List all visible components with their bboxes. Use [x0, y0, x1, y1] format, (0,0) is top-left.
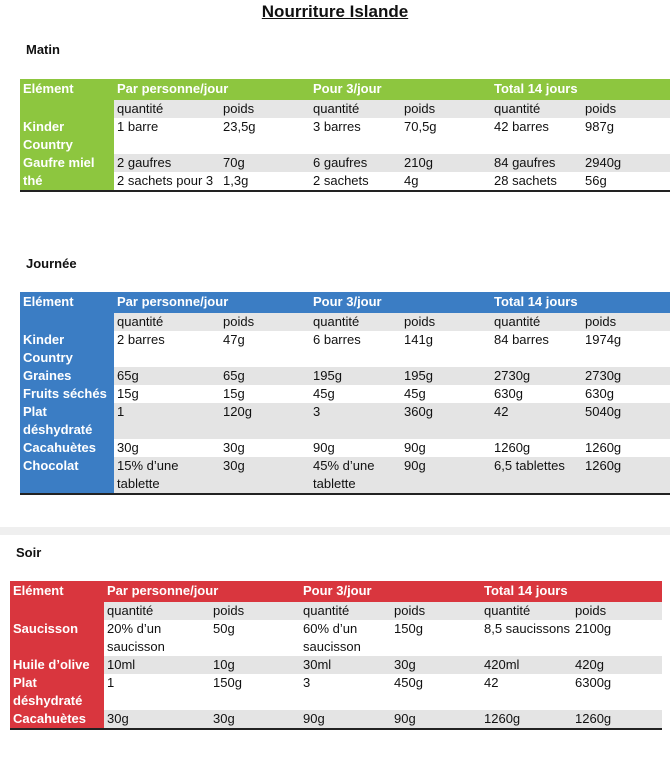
weight-total: 420g: [572, 656, 662, 674]
weight-for-3: 70,5g: [401, 118, 491, 154]
weight-total: 1974g: [582, 331, 670, 367]
qty-per-person: 65g: [114, 367, 220, 385]
weight-for-3: 45g: [401, 385, 491, 403]
weight-for-3: 195g: [401, 367, 491, 385]
qty-total: 28 sachets: [491, 172, 582, 191]
qty-per-person: 1 barre: [114, 118, 220, 154]
weight-for-3: 150g: [391, 620, 481, 656]
row-element: Saucisson: [10, 620, 104, 656]
qty-for-3: 195g: [310, 367, 401, 385]
weight-total: 1260g: [582, 457, 670, 494]
weight-total: 630g: [582, 385, 670, 403]
weight-per-person: 150g: [210, 674, 300, 710]
table-row: [20, 331, 670, 367]
qty-per-person: 2 sachets pour 3: [114, 172, 220, 191]
weight-per-person: 47g: [220, 331, 310, 367]
qty-for-3: 45% d’une tablette: [310, 457, 401, 494]
subheader-weight: poids: [220, 313, 310, 331]
qty-total: 6,5 tablettes: [491, 457, 582, 494]
table-row: [20, 457, 670, 494]
weight-per-person: 30g: [210, 710, 300, 729]
weight-for-3: 30g: [391, 656, 481, 674]
weight-for-3: 210g: [401, 154, 491, 172]
table-row: [20, 439, 670, 457]
header-element: Elément: [20, 79, 114, 100]
qty-for-3: 3 barres: [310, 118, 401, 154]
weight-per-person: 15g: [220, 385, 310, 403]
weight-for-3: 90g: [401, 457, 491, 494]
row-element: Cacahuètes: [10, 710, 104, 729]
subheader-qty: quantité: [114, 100, 220, 118]
weight-total: 2940g: [582, 154, 670, 172]
qty-for-3: 6 gaufres: [310, 154, 401, 172]
row-element: Kinder Country: [20, 331, 114, 367]
table-row: [20, 172, 670, 191]
qty-total: 8,5 saucissons: [481, 620, 572, 656]
subheader-weight: poids: [391, 602, 481, 620]
weight-per-person: 30g: [220, 439, 310, 457]
subheader-weight: poids: [220, 100, 310, 118]
section-label-matin: Matin: [26, 42, 60, 57]
table-row: [10, 710, 662, 729]
subheader-qty: quantité: [491, 100, 582, 118]
weight-total: 1260g: [572, 710, 662, 729]
qty-total: 630g: [491, 385, 582, 403]
weight-for-3: 90g: [391, 710, 481, 729]
row-element: Plat déshydraté: [10, 674, 104, 710]
subheader-weight: poids: [401, 100, 491, 118]
qty-total: 42: [481, 674, 572, 710]
subheader-qty: quantité: [300, 602, 391, 620]
table-soir: [10, 581, 662, 730]
row-element: Plat déshydraté: [20, 403, 114, 439]
qty-per-person: 20% d’un saucisson: [104, 620, 210, 656]
subheader-qty: quantité: [114, 313, 220, 331]
weight-total: 56g: [582, 172, 670, 191]
subheader-qty: quantité: [481, 602, 572, 620]
qty-for-3: 45g: [310, 385, 401, 403]
header-element: Elément: [20, 292, 114, 313]
qty-per-person: 15g: [114, 385, 220, 403]
weight-per-person: 70g: [220, 154, 310, 172]
qty-total: 2730g: [491, 367, 582, 385]
weight-per-person: 10g: [210, 656, 300, 674]
table-row: [10, 620, 662, 656]
weight-total: 2100g: [572, 620, 662, 656]
table-row: [20, 154, 670, 172]
header-total: Total 14 jours: [491, 292, 670, 313]
header-per-person: Par personne/jour: [104, 581, 300, 602]
header-per-person: Par personne/jour: [114, 292, 310, 313]
row-element: Gaufre miel: [20, 154, 114, 172]
table-row: [20, 118, 670, 154]
qty-total: 84 gaufres: [491, 154, 582, 172]
header-total: Total 14 jours: [481, 581, 662, 602]
table-journee: [20, 292, 670, 495]
qty-total: 1260g: [481, 710, 572, 729]
weight-total: 5040g: [582, 403, 670, 439]
qty-per-person: 1: [114, 403, 220, 439]
weight-per-person: 50g: [210, 620, 300, 656]
row-element: Chocolat: [20, 457, 114, 494]
qty-for-3: 90g: [310, 439, 401, 457]
header-total: Total 14 jours: [491, 79, 670, 100]
qty-for-3: 6 barres: [310, 331, 401, 367]
weight-for-3: 360g: [401, 403, 491, 439]
qty-for-3: 3: [310, 403, 401, 439]
subheader-qty: quantité: [310, 313, 401, 331]
qty-for-3: 30ml: [300, 656, 391, 674]
page-title: Nourriture Islande: [261, 2, 409, 21]
qty-per-person: 30g: [114, 439, 220, 457]
subheader-qty: quantité: [491, 313, 582, 331]
qty-total: 1260g: [491, 439, 582, 457]
subheader-weight: poids: [582, 100, 670, 118]
header-for-3: Pour 3/jour: [310, 79, 491, 100]
subheader-weight: poids: [572, 602, 662, 620]
qty-total: 42: [491, 403, 582, 439]
section-label-soir: Soir: [16, 545, 42, 560]
weight-total: 2730g: [582, 367, 670, 385]
table-row: [10, 656, 662, 674]
table-row: [20, 403, 670, 439]
row-element: Graines: [20, 367, 114, 385]
qty-per-person: 30g: [104, 710, 210, 729]
weight-for-3: 450g: [391, 674, 481, 710]
weight-per-person: 65g: [220, 367, 310, 385]
qty-per-person: 15% d’une tablette: [114, 457, 220, 494]
table-row: [10, 674, 662, 710]
row-element: thé: [20, 172, 114, 191]
weight-total: 987g: [582, 118, 670, 154]
qty-for-3: 2 sachets: [310, 172, 401, 191]
subheader-qty: quantité: [104, 602, 210, 620]
weight-per-person: 23,5g: [220, 118, 310, 154]
qty-for-3: 60% d’un saucisson: [300, 620, 391, 656]
table-row: [20, 385, 670, 403]
weight-for-3: 4g: [401, 172, 491, 191]
weight-per-person: 30g: [220, 457, 310, 494]
qty-total: 84 barres: [491, 331, 582, 367]
page-break: [0, 527, 670, 535]
subheader-weight: poids: [210, 602, 300, 620]
row-element: Huile d’olive: [10, 656, 104, 674]
qty-per-person: 2 gaufres: [114, 154, 220, 172]
weight-per-person: 1,3g: [220, 172, 310, 191]
subheader-weight: poids: [401, 313, 491, 331]
subheader-qty: quantité: [310, 100, 401, 118]
qty-total: 42 barres: [491, 118, 582, 154]
row-element: Fruits séchés: [20, 385, 114, 403]
qty-total: 420ml: [481, 656, 572, 674]
qty-per-person: 10ml: [104, 656, 210, 674]
section-label-journee: Journée: [26, 256, 77, 271]
row-element: Kinder Country: [20, 118, 114, 154]
weight-for-3: 141g: [401, 331, 491, 367]
qty-for-3: 3: [300, 674, 391, 710]
weight-for-3: 90g: [401, 439, 491, 457]
header-for-3: Pour 3/jour: [310, 292, 491, 313]
header-for-3: Pour 3/jour: [300, 581, 481, 602]
weight-per-person: 120g: [220, 403, 310, 439]
weight-total: 6300g: [572, 674, 662, 710]
row-element: Cacahuètes: [20, 439, 114, 457]
table-row: [20, 367, 670, 385]
qty-per-person: 1: [104, 674, 210, 710]
qty-per-person: 2 barres: [114, 331, 220, 367]
weight-total: 1260g: [582, 439, 670, 457]
header-element: Elément: [10, 581, 104, 602]
header-per-person: Par personne/jour: [114, 79, 310, 100]
qty-for-3: 90g: [300, 710, 391, 729]
table-matin: [20, 79, 670, 192]
subheader-weight: poids: [582, 313, 670, 331]
